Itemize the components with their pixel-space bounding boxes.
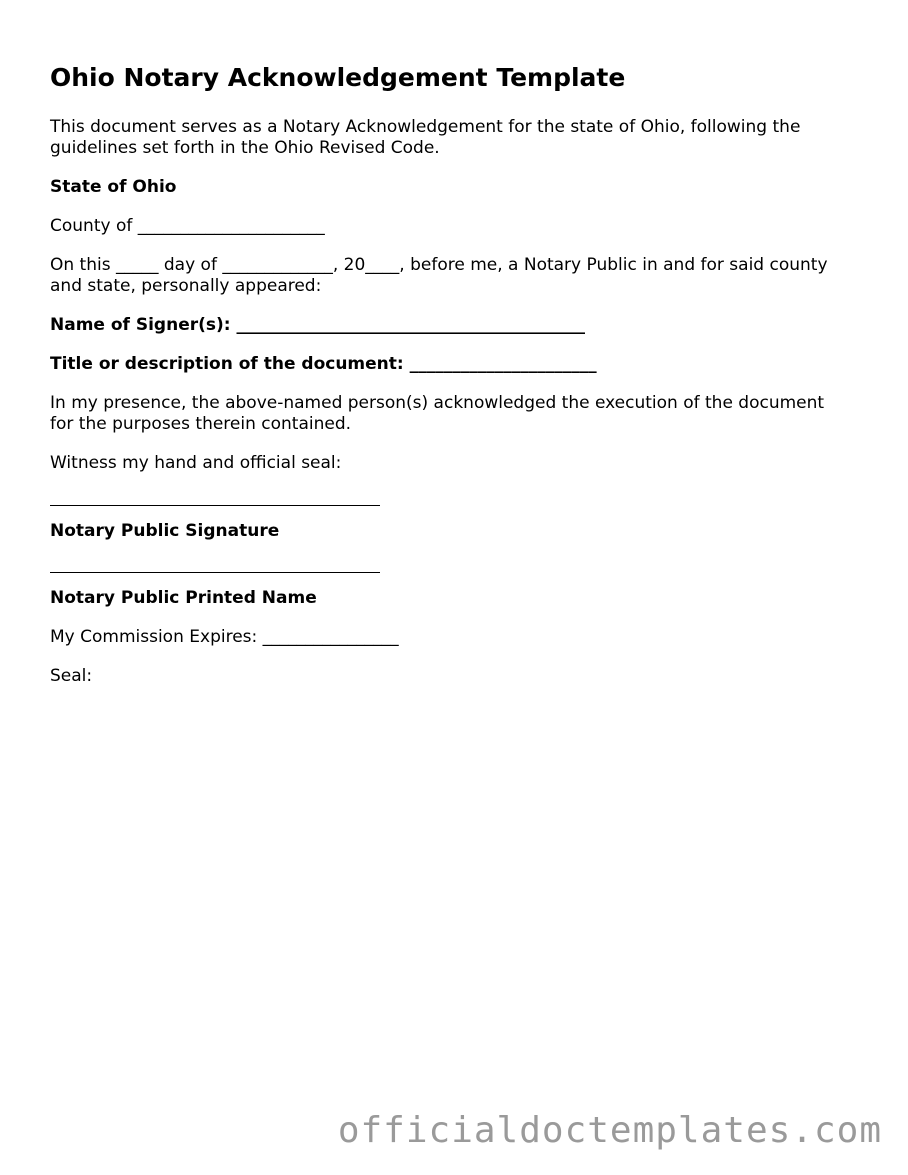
document-title-line	[50, 354, 850, 375]
state-heading: State of Ohio	[50, 177, 177, 197]
presence-paragraph: In my presence, the above-named person(s) acknowledged the execution of the document for the purposes therein contained.	[50, 393, 825, 434]
signer-blank: _________________________________________	[236, 315, 585, 335]
document-title-blank: ______________________	[409, 354, 597, 374]
notary-printed-name-line	[50, 550, 380, 573]
witness-line: Witness my hand and official seal:	[50, 453, 342, 473]
document-title-label: Title or description of the document:	[50, 354, 404, 374]
seal-label: Seal:	[50, 666, 93, 686]
signer-line	[50, 315, 850, 336]
signer-label: Name of Signer(s):	[50, 315, 231, 335]
notary-signature-line	[50, 483, 380, 506]
intro-paragraph: This document serves as a Notary Acknowledgement for the state of Ohio, following the guidelines set forth in the Ohio Revised Code.	[50, 117, 801, 158]
notary-signature-label: Notary Public Signature	[50, 521, 280, 541]
notary-printed-name-label: Notary Public Printed Name	[50, 588, 317, 608]
commission-line: My Commission Expires: ________________	[50, 627, 399, 647]
watermark-text: officialdoctemplates.com	[337, 1110, 882, 1151]
on-this-paragraph: On this _____ day of _____________, 20____, before me, a Notary Public in and for said county and state, personally appeared:	[50, 255, 828, 296]
page-title: Ohio Notary Acknowledgement Template	[50, 63, 626, 92]
county-line: County of ______________________	[50, 216, 325, 236]
document-body	[50, 60, 850, 687]
